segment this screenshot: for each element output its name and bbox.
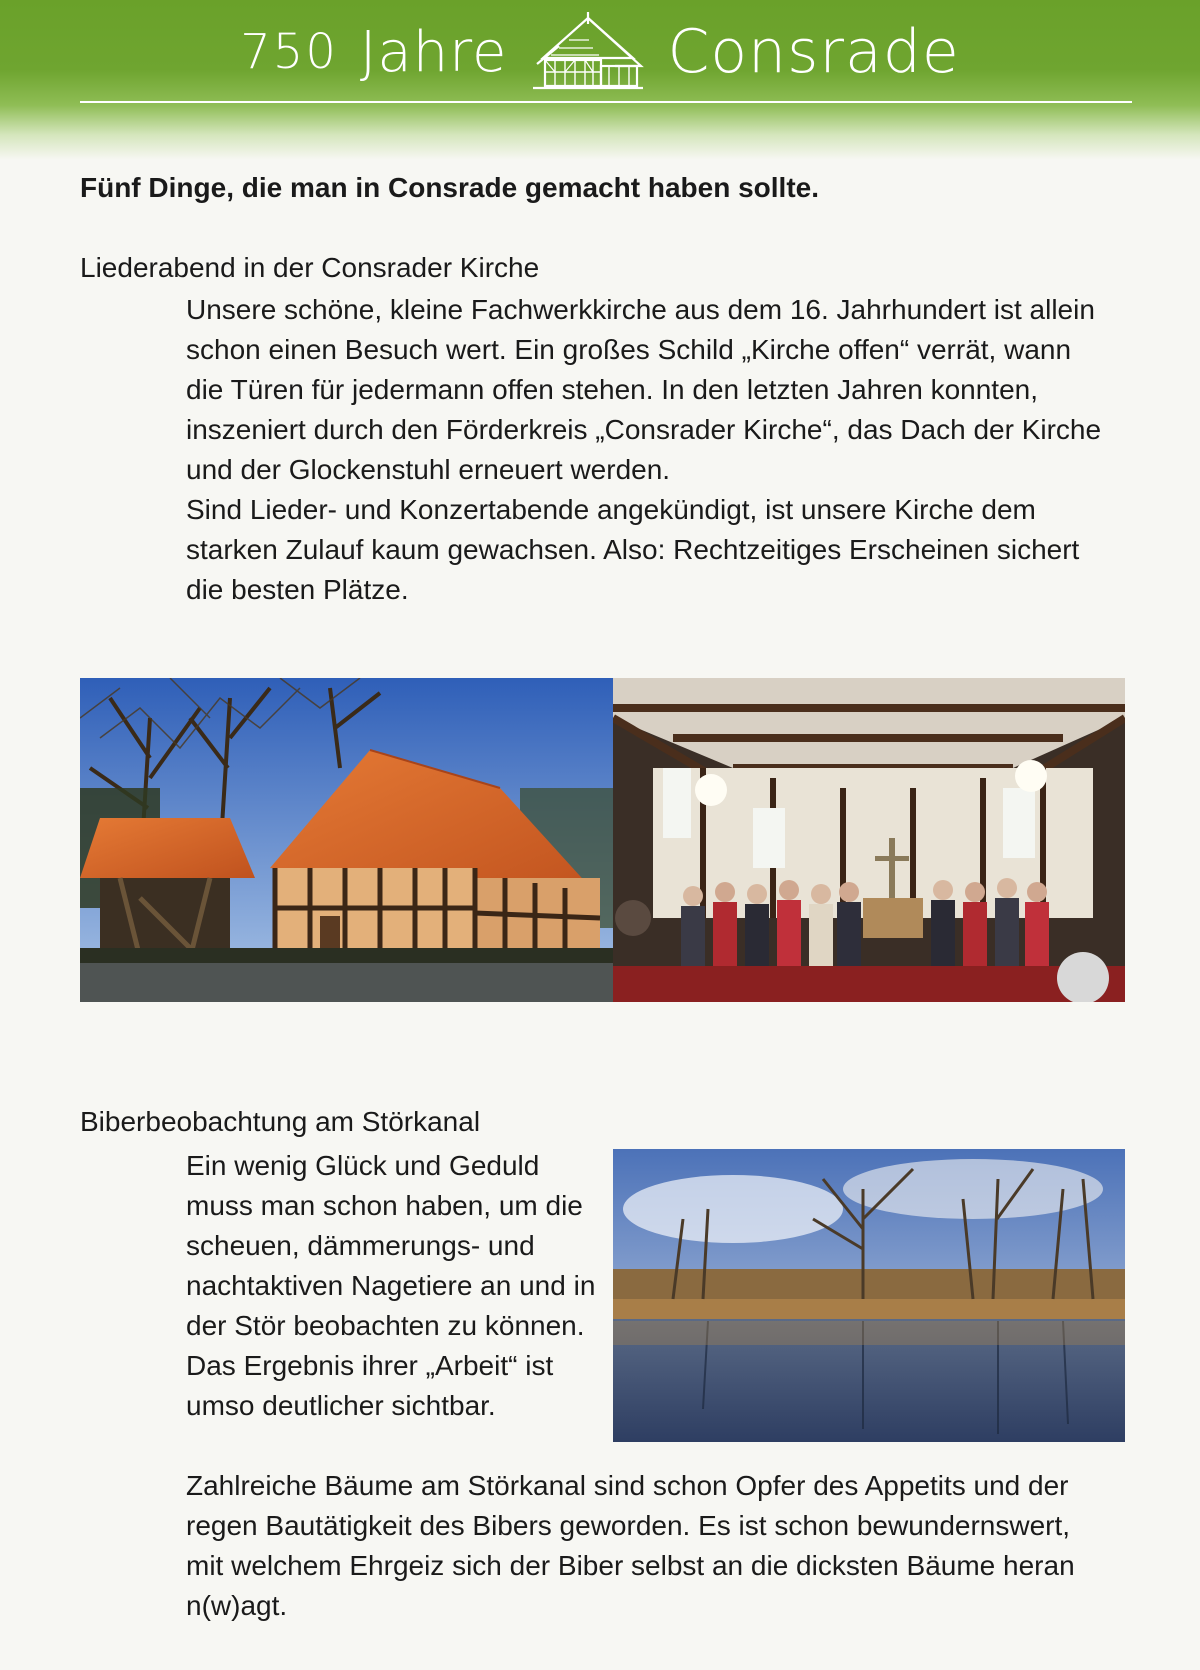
header-title-number: 750: [240, 24, 338, 80]
timber-house-icon: [529, 10, 647, 94]
paragraph: Unsere schöne, kleine Fachwerkkirche aus dem 16. Jahrhundert ist allein schon einen Besuch wert. Ein großes Schild „Kirche offen“ verrät, wann die Türen für jedermann offen stehen. In den letzten Jahren konnten, inszeniert durch den Förderkreis „Consrader Kirche“, das Dach der Kirche und der Glockenstuhl erneuert werden.: [186, 294, 1102, 485]
paragraph: Ein wenig Glück und Geduld muss man schon haben, um die scheuen, dämmerungs- und nachtaktiven Nagetiere an und in der Stör beobachten zu können.: [186, 1150, 596, 1341]
section-heading-liederabend: Liederabend in der Consrader Kirche: [80, 252, 540, 283]
church-interior-choir-photo: [613, 678, 1125, 1002]
section-body-biber-continued: [186, 1466, 1106, 1626]
header-divider: [80, 101, 1132, 103]
paragraph: Sind Lieder- und Konzertabende angekündigt, ist unsere Kirche dem starken Zulauf kaum gewachsen. Also: Rechtzeitiges Erscheinen sichert die besten Plätze.: [186, 494, 1080, 605]
section-heading-biberbeobachtung: Biberbeobachtung am Störkanal: [80, 1106, 481, 1137]
page-header: [0, 0, 1200, 160]
page-title: Fünf Dinge, die man in Consrade gemacht haben sollte.: [80, 172, 819, 203]
header-title-word-jahre: Jahre: [359, 19, 508, 85]
header-title-word-consrade: Consrade: [667, 17, 960, 87]
section-body-biber-intro: [186, 1146, 602, 1426]
church-exterior-photo: [80, 678, 613, 1002]
section-body-liederabend: [186, 290, 1106, 610]
river-trees-photo: [613, 1149, 1125, 1442]
header-title: [0, 2, 1200, 102]
paragraph: Zahlreiche Bäume am Störkanal sind schon Opfer des Appetits und der regen Bautätigkeit des Bibers geworden. Es ist schon bewundernswert, mit welchem Ehrgeiz sich der Biber selbst an die dicksten Bäume heran n(w)agt.: [186, 1470, 1075, 1621]
paragraph: Das Ergebnis ihrer „Arbeit“ ist umso deutlicher sichtbar.: [186, 1350, 554, 1421]
